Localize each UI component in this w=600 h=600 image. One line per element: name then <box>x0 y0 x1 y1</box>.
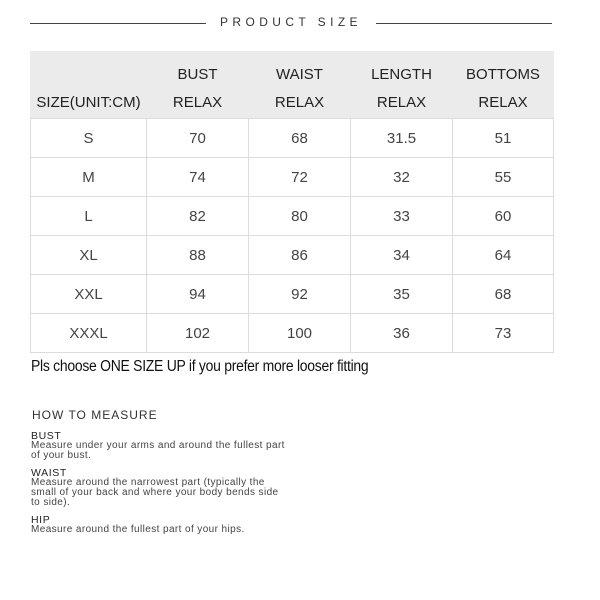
table-cell: 80 <box>249 197 351 236</box>
table-cell-size: XXXL <box>31 314 147 353</box>
header-cell-length: LENGTH <box>351 52 453 86</box>
table-cell: 32 <box>351 158 453 197</box>
size-up-note: Pls choose ONE SIZE UP if you prefer more looser fitting <box>31 358 369 375</box>
table-cell: 60 <box>453 197 554 236</box>
table-cell: 94 <box>147 275 249 314</box>
header-cell-bust: BUST <box>147 52 249 86</box>
table-cell: 31.5 <box>351 119 453 158</box>
table-cell: 70 <box>147 119 249 158</box>
table-cell-size: M <box>31 158 147 197</box>
how-to-measure-heading: HOW TO MEASURE <box>32 408 158 422</box>
table-cell: 68 <box>453 275 554 314</box>
table-cell: 102 <box>147 314 249 353</box>
table-row <box>31 119 554 158</box>
title-divider-left <box>30 23 206 24</box>
table-cell: 92 <box>249 275 351 314</box>
table-cell: 72 <box>249 158 351 197</box>
measure-text-line: Measure around the fullest part of your hips. <box>31 524 245 535</box>
measure-label-bust: BUST <box>31 430 62 442</box>
table-cell: 73 <box>453 314 554 353</box>
measure-text-line: small of your back and where your body bends side <box>31 487 279 498</box>
measure-label-hip: HIP <box>31 514 51 526</box>
table-cell: 86 <box>249 236 351 275</box>
table-subheader-row <box>31 86 554 119</box>
table-header-row <box>31 52 554 86</box>
measure-waist <box>31 468 331 508</box>
table-cell: 33 <box>351 197 453 236</box>
measure-text-line: Measure under your arms and around the fullest part <box>31 440 285 451</box>
table-cell-size: XL <box>31 236 147 275</box>
table-cell: 88 <box>147 236 249 275</box>
table-cell: 68 <box>249 119 351 158</box>
table-cell: 82 <box>147 197 249 236</box>
header-cell-size-unit: SIZE(UNIT:CM) <box>31 86 147 119</box>
measure-text-line: of your bust. <box>31 450 92 461</box>
table-cell: 74 <box>147 158 249 197</box>
header-cell-relax: RELAX <box>453 86 554 119</box>
table-row <box>31 275 554 314</box>
header-cell-relax: RELAX <box>351 86 453 119</box>
table-cell: 100 <box>249 314 351 353</box>
table-row <box>31 236 554 275</box>
measure-text-line: Measure around the narrowest part (typically the <box>31 477 265 488</box>
table-cell: 35 <box>351 275 453 314</box>
title-row <box>30 15 552 35</box>
table-cell: 64 <box>453 236 554 275</box>
table-cell: 55 <box>453 158 554 197</box>
table-row <box>31 158 554 197</box>
measure-hip <box>31 515 331 535</box>
table-cell-size: L <box>31 197 147 236</box>
table-cell: 51 <box>453 119 554 158</box>
measure-bust <box>31 431 331 461</box>
measure-label-waist: WAIST <box>31 467 67 479</box>
table-cell-size: S <box>31 119 147 158</box>
page-title: PRODUCT SIZE <box>220 15 362 29</box>
table-cell: 34 <box>351 236 453 275</box>
table-row <box>31 197 554 236</box>
header-cell <box>31 52 147 86</box>
size-table <box>30 51 554 353</box>
title-divider-right <box>376 23 552 24</box>
header-cell-relax: RELAX <box>249 86 351 119</box>
header-cell-relax: RELAX <box>147 86 249 119</box>
table-cell: 36 <box>351 314 453 353</box>
table-cell-size: XXL <box>31 275 147 314</box>
measure-text-line: to side). <box>31 497 71 508</box>
table-row <box>31 314 554 353</box>
header-cell-bottoms: BOTTOMS <box>453 52 554 86</box>
header-cell-waist: WAIST <box>249 52 351 86</box>
